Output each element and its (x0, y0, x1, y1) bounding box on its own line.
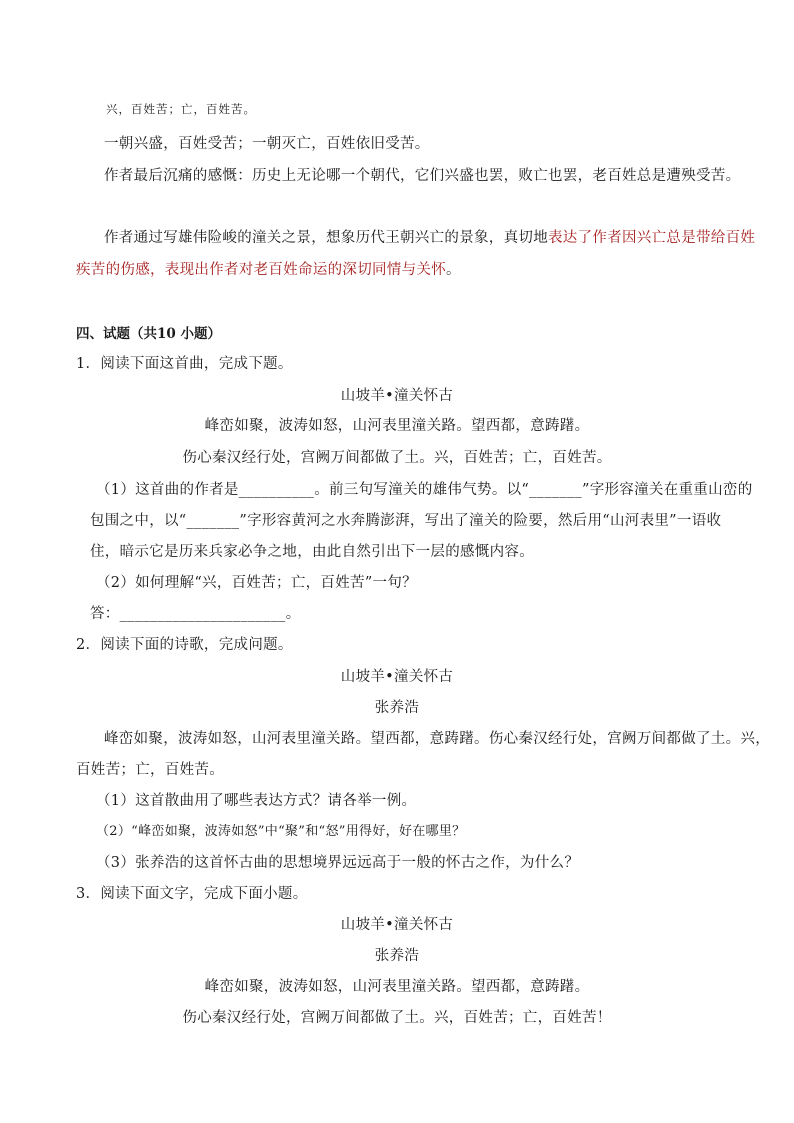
q1-answer-line: 答：______________________。 (90, 606, 301, 622)
intro-line-2: 一朝兴盛，百姓受苦；一朝灭亡，百姓依旧受苦。 (104, 136, 430, 152)
q2-poem-line-1: 峰峦如聚，波涛如怒，山河表里潼关路。望西都，意踌躇。伤心秦汉经行处，宫阙万间都做了土。兴， (104, 731, 770, 747)
summary-line-1 (104, 226, 755, 247)
summary-highlight-text-2: 疾苦的伤感，表现出作者对老百姓命运的深切同情与关怀 (76, 262, 446, 278)
summary-plain-text: 作者通过写雄伟险峻的潼关之景，想象历代王朝兴亡的景象，真切地 (104, 230, 548, 246)
q3-poem-line-1: 峰峦如聚，波涛如怒，山河表里潼关路。望西都，意踌躇。 (204, 979, 590, 995)
summary-highlight-text: 表达了作者因兴亡总是带给百姓 (548, 230, 756, 246)
intro-line-3: 作者最后沉痛的感慨：历史上无论哪一个朝代，它们兴盛也罢，败亡也罢，老百姓总是遭殃受苦。 (104, 168, 741, 184)
q1-para-3: 住，暗示它是历来兵家必争之地，由此自然引出下一层的感慨内容。 (90, 544, 534, 560)
q2-stem: 2．阅读下面的诗歌，完成问题。 (76, 637, 293, 653)
q1-para-1: （1）这首曲的作者是__________。前三句写潼关的雄伟气势。以“_______”字形容潼关在重重山峦的 (96, 482, 753, 498)
q1-stem: 1．阅读下面这首曲，完成下题。 (76, 356, 293, 372)
section-title: 四、试题（共10 小题） (76, 326, 221, 342)
q3-poem-title: 山坡羊•潼关怀古 (340, 917, 454, 933)
q3-poem-line-2: 伤心秦汉经行处，宫阙万间都做了土。兴，百姓苦；亡，百姓苦！ (182, 1010, 612, 1026)
q1-poem-line-1: 峰峦如聚，波涛如怒，山河表里潼关路。望西都，意踌躇。 (204, 418, 590, 434)
summary-end-punct: 。 (446, 262, 461, 278)
q1-subquestion-2: （2）如何理解“兴，百姓苦；亡，百姓苦”一句？ (96, 575, 417, 591)
q1-para-2: 包围之中，以“_______”字形容黄河之水奔腾澎湃，写出了潼关的险要，然后用“山河表里”一语收 (90, 513, 722, 529)
q2-subquestion-1: （1）这首散曲用了哪些表达方式？请各举一例。 (96, 793, 417, 809)
intro-line-1: 兴，百姓苦；亡，百姓苦。 (106, 102, 256, 116)
q2-poem-title: 山坡羊•潼关怀古 (340, 669, 454, 685)
q1-poem-line-2: 伤心秦汉经行处，宫阙万间都做了土。兴，百姓苦；亡，百姓苦。 (182, 450, 612, 466)
q1-poem-title: 山坡羊•潼关怀古 (340, 388, 454, 404)
q2-subquestion-3: （3）张养浩的这首怀古曲的思想境界远远高于一般的怀古之作，为什么？ (96, 855, 580, 871)
summary-line-2 (76, 258, 461, 279)
q2-subquestion-2: （2）“峰峦如聚，波涛如怒”中“聚”和“怒”用得好，好在哪里？ (96, 824, 466, 839)
q2-poem-line-2: 百姓苦；亡，百姓苦。 (76, 762, 224, 778)
q2-poem-author: 张养浩 (374, 700, 420, 716)
q3-poem-author: 张养浩 (374, 948, 420, 964)
q3-stem: 3．阅读下面文字，完成下面小题。 (76, 886, 308, 902)
